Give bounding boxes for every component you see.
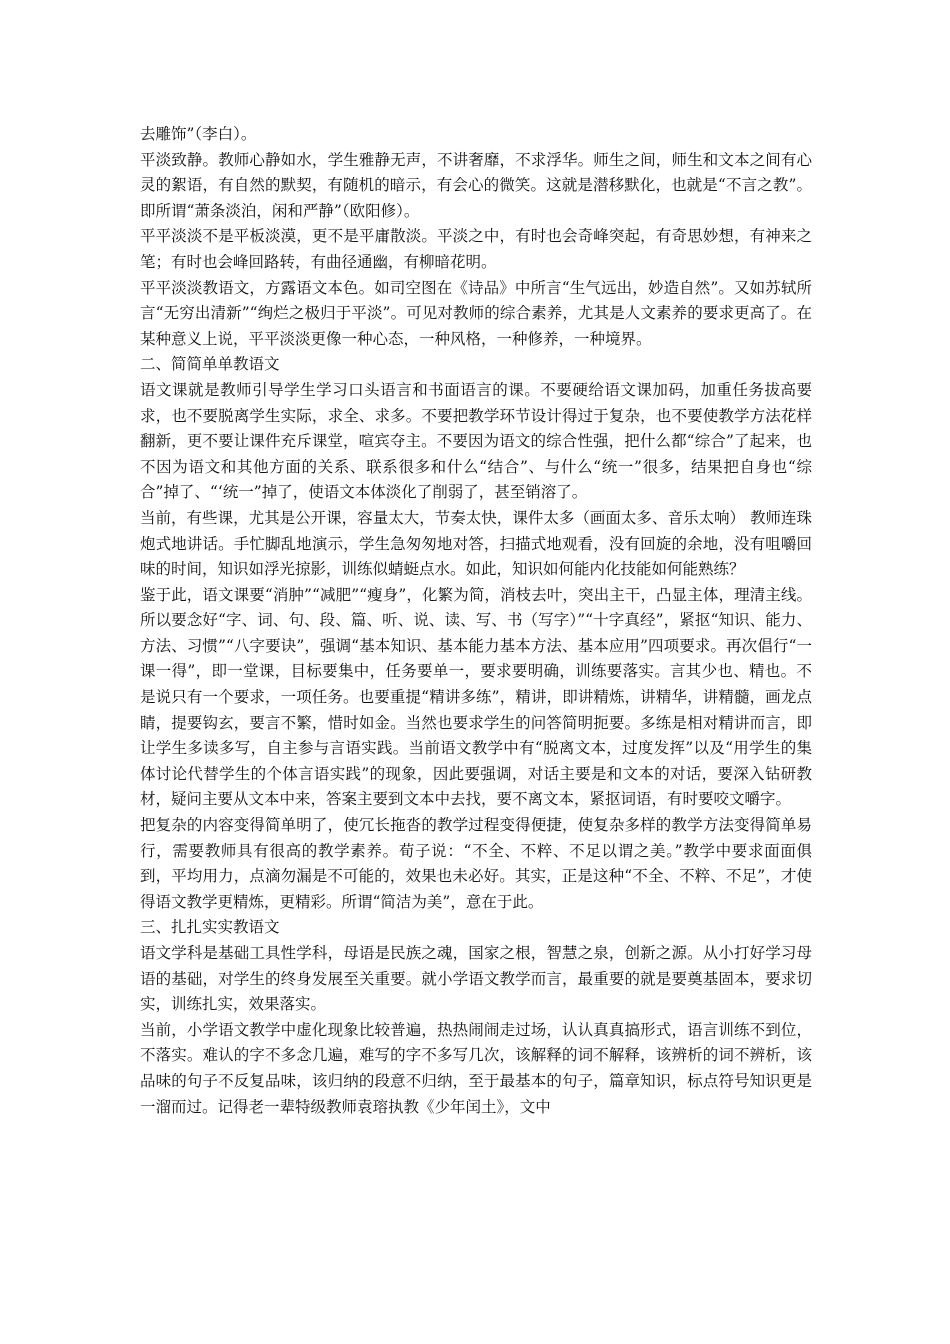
section-heading-3: 三、扎扎实实教语文 <box>140 918 280 937</box>
paragraph-8: 把复杂的内容变得简单明了，使冗长拖沓的教学过程变得便捷，使复杂多样的教学方法变得简单易行，需要教师具有很高的教学素养。荀子说：“不全、不粹、不足以谓之美。”教学中要求面面俱到，平均用力，点滴勿漏是不可能的，效果也未必好。其实，正是这种“不全、不粹、不足”，才使得语文教学更精炼，更精彩。所谓“简洁为美”，意在于此。 <box>140 816 812 911</box>
paragraph-4: 平平淡淡教语文，方露语文本色。如司空图在《诗品》中所言“生气远出，妙造自然”。又如苏轼所言“无穷出清新”“绚烂之极归于平淡”。可见对教师的综合素养，尤其是人文素养的要求更高了。在某种意义上说，平平淡淡更像一种心态，一种风格，一种修养，一种境界。 <box>140 278 812 348</box>
paragraph-5: 语文课就是教师引导学生学习口头语言和书面语言的课。不要硬给语文课加码，加重任务拔高要求，也不要脱离学生实际，求全、求多。不要把教学环节设计得过于复杂，也不要使教学方法花样翻新，更不要让课件充斥课堂，喧宾夺主。不要因为语文的综合性强，把什么都“综合”了起来，也不因为语文和其他方面的关系、联系很多和什么“结合”、与什么“统一”很多，结果把自身也“综合”掉了、“‘统一”掉了，使语文本体淡化了削弱了，甚至销溶了。 <box>140 380 812 502</box>
document-page <box>140 122 812 1120</box>
paragraph-10: 当前，小学语文教学中虚化现象比较普遍，热热闹闹走过场，认认真真搞形式，语言训练不到位，不落实。难认的字不多念几遍，难写的字不多写几次，该解释的词不解释，该辨析的词不辨析，该品味的句子不反复品味，该归纳的段意不归纳，至于最基本的句子，篇章知识，标点符号知识更是一溜而过。记得老一辈特级教师袁瑢执教《少年闰土》，文中 <box>140 1020 812 1116</box>
paragraph-2: 平淡致静。教师心静如水，学生雅静无声，不讲奢靡，不求浮华。师生之间，师生和文本之间有心灵的絮语，有自然的默契，有随机的暗示，有会心的微笑。这就是潜移默化，也就是“不言之教”。即所谓“萧条淡泊，闲和严静”（欧阳修）。 <box>140 150 812 220</box>
paragraph-7: 鉴于此，语文课要“消肿”“减肥”“瘦身”，化繁为简，消枝去叶，突出主干，凸显主体，理清主线。所以要念好“字、词、句、段、篇、听、说、读、写、书（写字）”“十字真经”，紧抠“知识、能力、方法、习惯”“八字要诀”，强调“基本知识、基本能力基本方法、基本应用”四项要求。再次倡行“一课一得”，即一堂课，目标要集中，任务要单一，要求要明确，训练要落实。言其少也、精也。不是说只有一个要求，一项任务。也要重提“精讲多练”，精讲，即讲精炼，讲精华，讲精髓，画龙点睛，提要钩玄，要言不繁，惜时如金。当然也要求学生的问答简明扼要。多练是相对精讲而言，即让学生多读多写，自主参与言语实践。当前语文教学中有“脱离文本，过度发挥”以及“用学生的集体讨论代替学生的个体言语实践”的现象，因此要强调，对话主要是和文本的对话，要深入钻研教材，疑问主要从文本中来，答案主要到文本中去找，要不离文本，紧抠词语，有时要咬文嚼字。 <box>140 585 812 809</box>
paragraph-3: 平平淡淡不是平板淡漠，更不是平庸散淡。平淡之中，有时也会奇峰突起，有奇思妙想，有神来之笔；有时也会峰回路转，有曲径通幽，有柳暗花明。 <box>140 227 812 271</box>
paragraph-1: 去雕饰”（李白）。 <box>140 125 257 143</box>
section-heading-2: 二、简简单单教语文 <box>140 355 280 374</box>
paragraph-9: 语文学科是基础工具性学科，母语是民族之魂，国家之根，智慧之泉，创新之源。从小打好学习母语的基础，对学生的终身发展至关重要。就小学语文教学而言，最重要的就是要奠基固本，要求切实，训练扎实，效果落实。 <box>140 944 812 1014</box>
paragraph-6: 当前，有些课，尤其是公开课，容量太大，节奏太快，课件太多（画面太多、音乐太响） 教师连珠炮式地讲话。手忙脚乱地演示，学生急匆匆地对答，扫描式地观看，没有回旋的余地，没有咀嚼回味的时间，知识如浮光掠影，训练似蜻蜓点水。如此，知识如何能内化技能如何能熟练？ <box>140 508 812 579</box>
